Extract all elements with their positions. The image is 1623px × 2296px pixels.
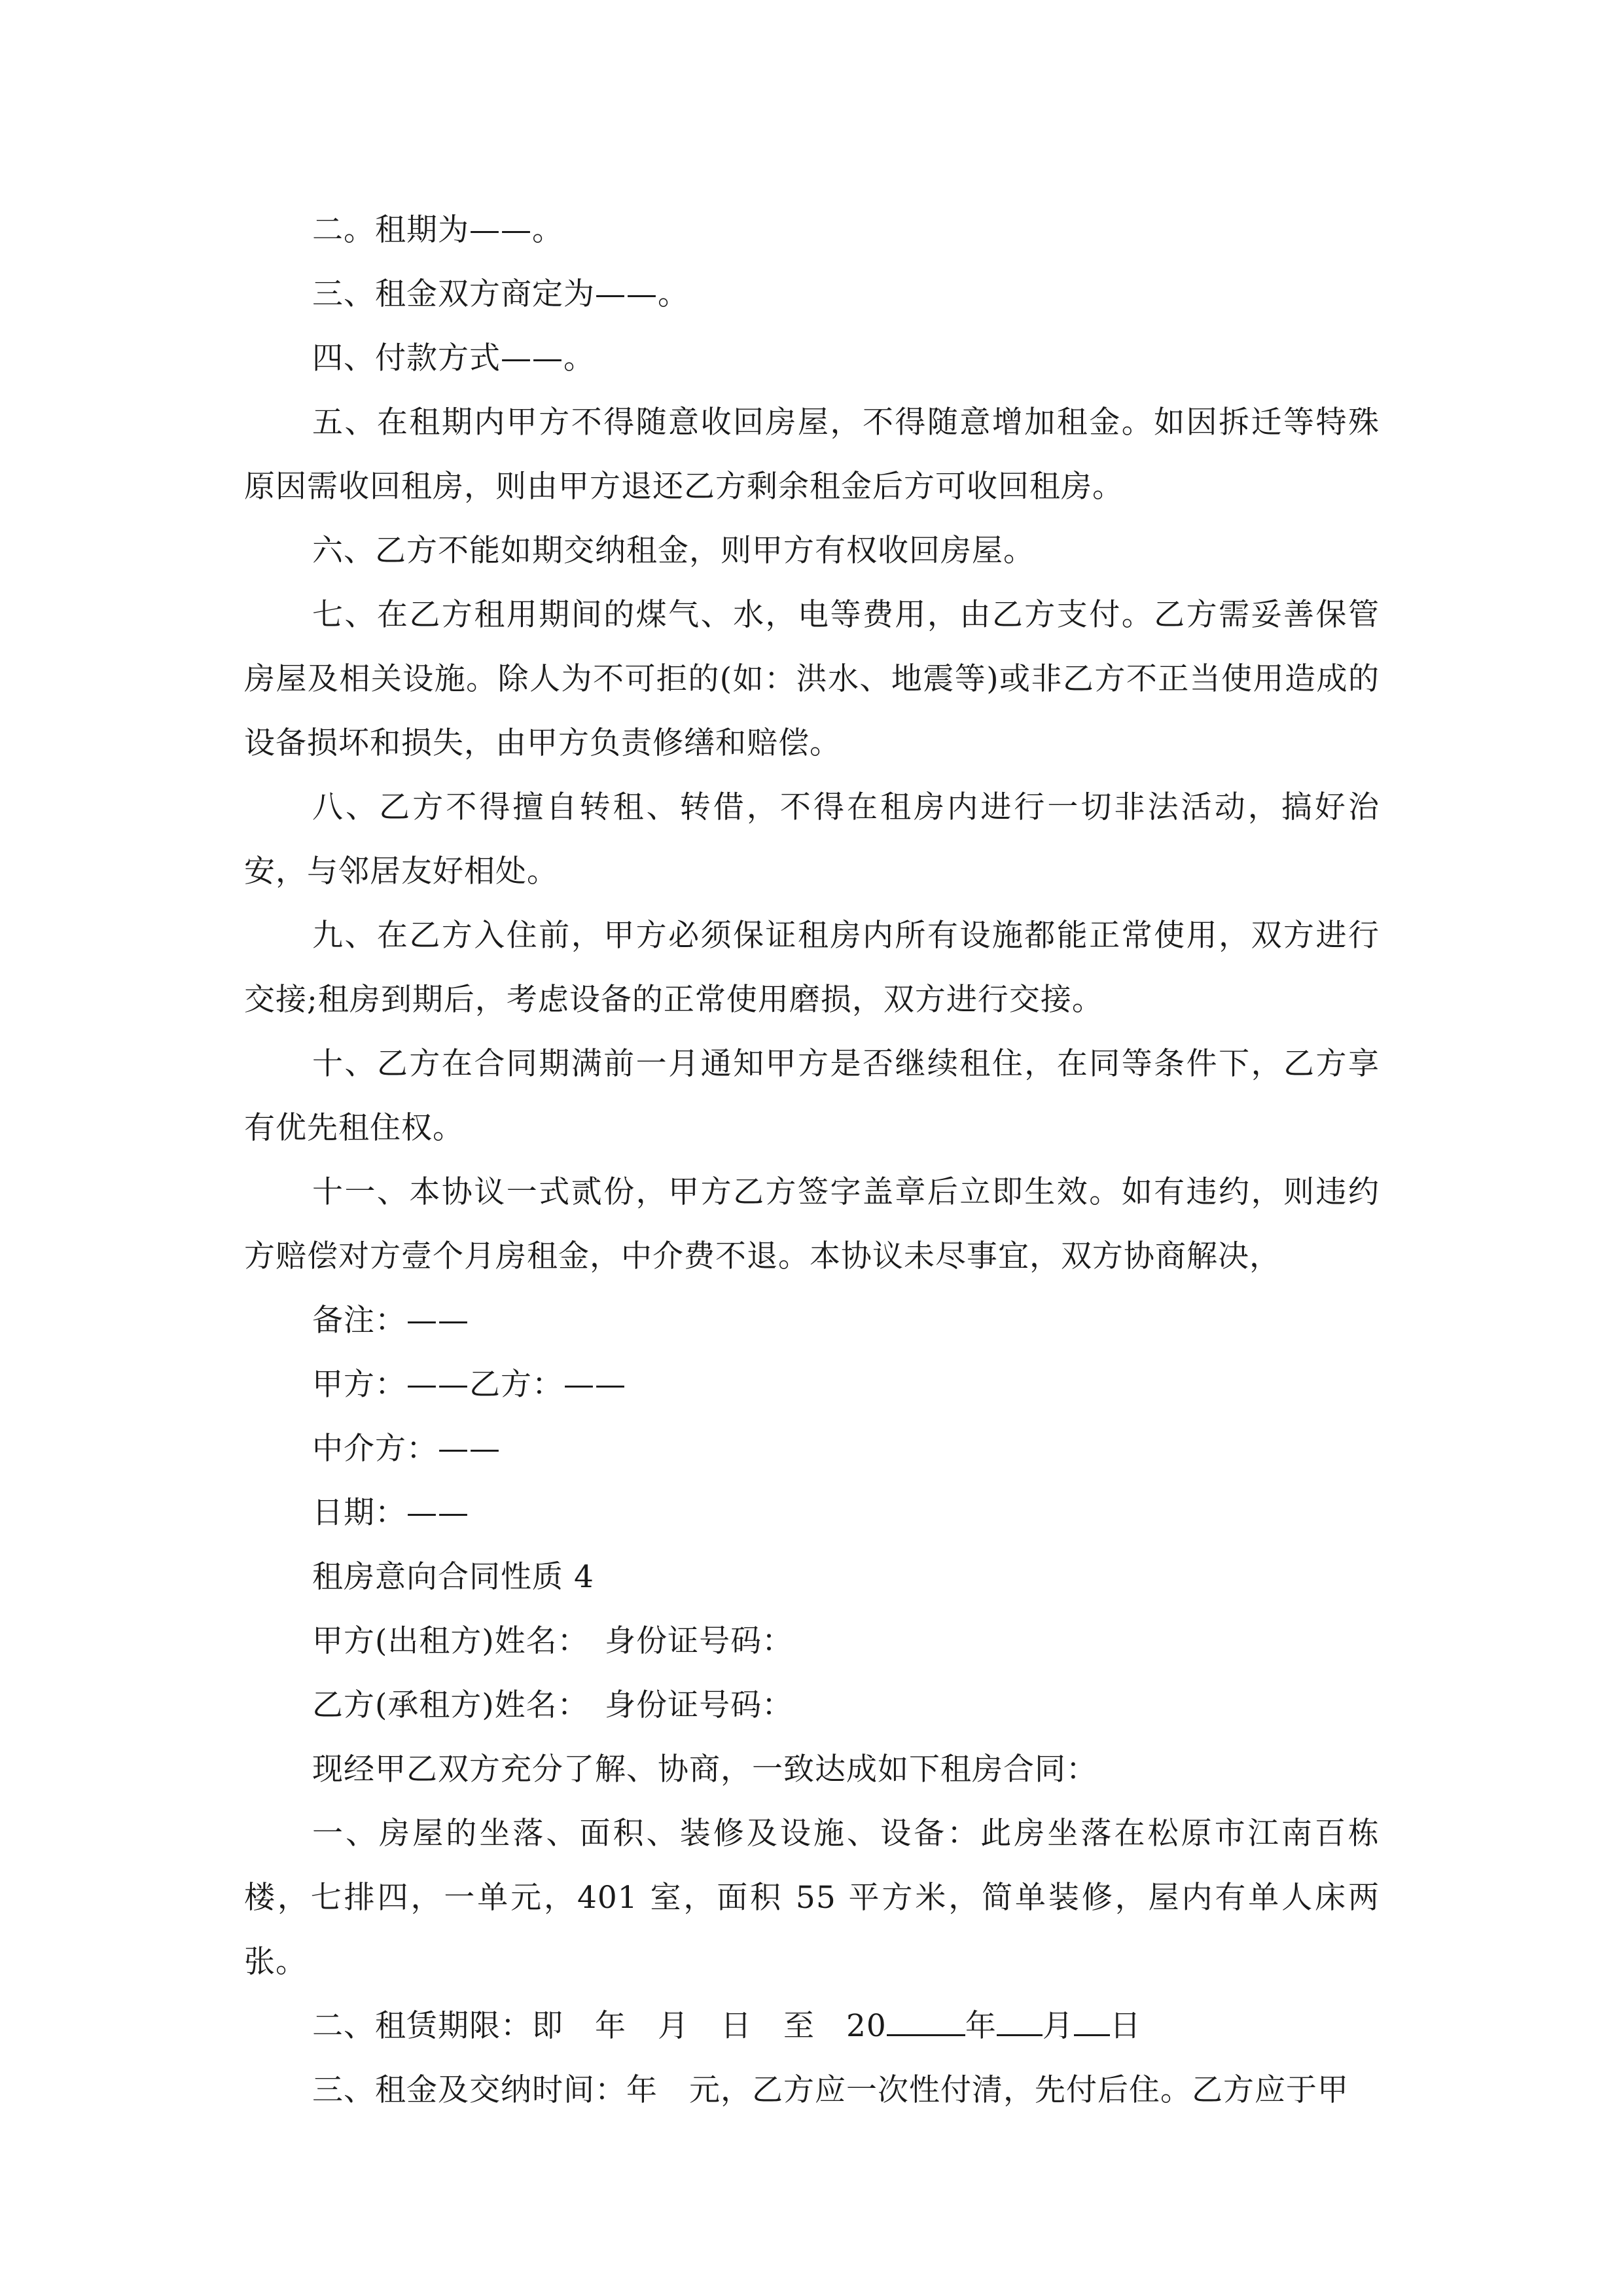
year-suffix: 年 <box>965 2008 997 2044</box>
landlord-info: 甲方(出租方)姓名： 身份证号码： <box>312 1623 794 1659</box>
clause-5-no-recall: 五、在租期内甲方不得随意收回房屋，不得随意增加租金。如因拆迁等特殊原因需收回租房，则由甲方退还乙方剩余租金后方可收回租房。 <box>244 404 1380 505</box>
remarks-line: 备注：—— <box>312 1302 469 1338</box>
clause-4-payment: 四、付款方式——。 <box>312 340 595 376</box>
section-heading: 租房意向合同性质 4 <box>312 1559 594 1595</box>
clause-2-term: 二。租期为——。 <box>312 212 563 248</box>
agreement-intro: 现经甲乙双方充分了解、协商，一致达成如下租房合同： <box>312 1751 1097 1787</box>
agent-line: 中介方：—— <box>312 1431 501 1467</box>
clause-3-rent-payment: 三、租金及交纳时间：年 元，乙方应一次性付清，先付后住。乙方应于甲 <box>312 2072 1349 2108</box>
clause-6-late-rent: 六、乙方不能如期交纳租金，则甲方有权收回房屋。 <box>312 533 1035 569</box>
month-blank <box>997 2008 1043 2036</box>
tenant-info: 乙方(承租方)姓名： 身份证号码： <box>312 1687 794 1723</box>
clause-1-property: 一、房屋的坐落、面积、装修及设施、设备：此房坐落在松原市江南百栋楼，七排四，一单元，401 室，面积 55 平方米，简单装修，屋内有单人床两张。 <box>244 1816 1380 1980</box>
clause-10-renewal: 十、乙方在合同期满前一月通知甲方是否继续租住，在同等条件下，乙方享有优先租住权。 <box>244 1046 1380 1146</box>
clause-8-no-sublet: 八、乙方不得擅自转租、转借，不得在租房内进行一切非法活动，搞好治安，与邻居友好相处。 <box>244 789 1380 889</box>
day-blank <box>1074 2008 1110 2036</box>
day-suffix: 日 <box>1109 2008 1141 2044</box>
clause-11-effect: 十一、本协议一式贰份，甲方乙方签字盖章后立即生效。如有违约，则违约方赔偿对方壹个月房租金，中介费不退。本协议未尽事宜，双方协商解决， <box>244 1174 1380 1274</box>
document-body <box>244 198 1380 2123</box>
month-suffix: 月 <box>1042 2008 1074 2044</box>
clause-9-handover: 九、在乙方入住前，甲方必须保证租房内所有设施都能正常使用，双方进行交接;租房到期后，考虑设备的正常使用磨损，双方进行交接。 <box>244 918 1380 1018</box>
clause-3-rent: 三、租金双方商定为——。 <box>312 276 689 312</box>
year-blank <box>887 2008 965 2036</box>
clause-2-lease-period <box>244 1994 1380 2058</box>
lease-term-prefix: 二、租赁期限：即 年 月 日 至 20 <box>312 2008 887 2044</box>
clause-7-utilities: 七、在乙方租用期间的煤气、水，电等费用，由乙方支付。乙方需妥善保管房屋及相关设施。除人为不可拒的(如：洪水、地震等)或非乙方不正当使用造成的设备损坏和损失，由甲方负责修缮和赔偿。 <box>244 597 1380 761</box>
date-line: 日期：—— <box>312 1495 469 1531</box>
parties-signature-line: 甲方：——乙方：—— <box>312 1367 626 1403</box>
